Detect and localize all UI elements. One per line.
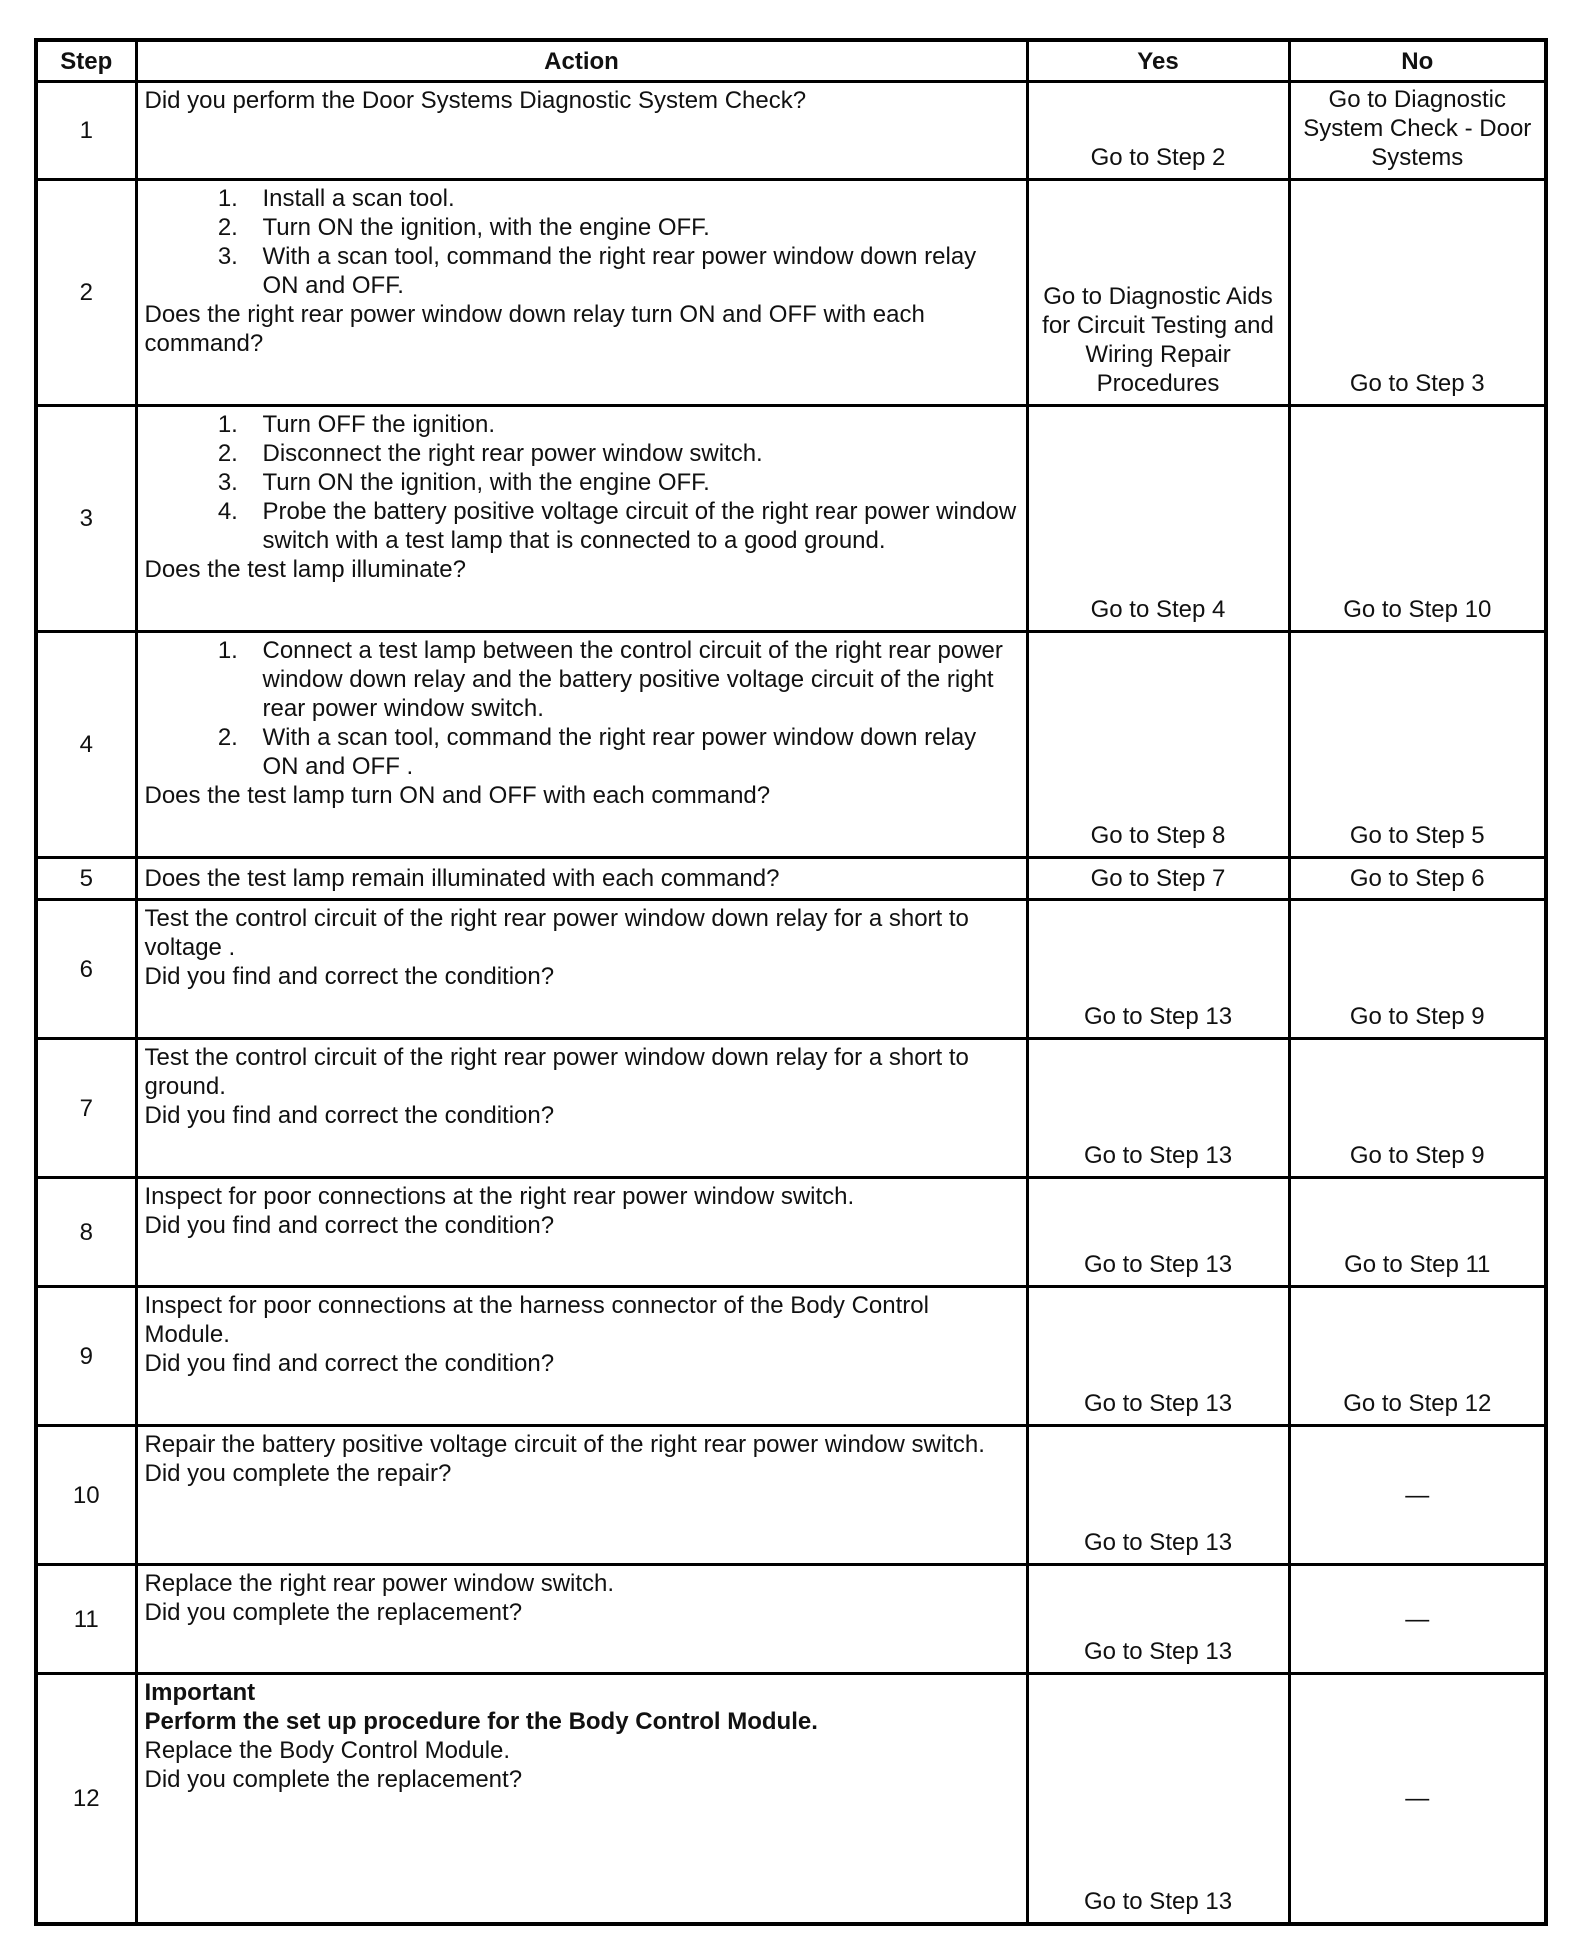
question-text: Did you perform the Door Systems Diagnostic System Check? [144, 87, 807, 114]
step-number: 9 [36, 1287, 136, 1426]
yes-cell: Go to Step 13 [1027, 1426, 1289, 1565]
question-text: Did you find and correct the condition? [144, 1102, 555, 1129]
no-cell: Go to Step 9 [1289, 900, 1546, 1039]
table-row [36, 1565, 1546, 1674]
table-row [36, 858, 1546, 900]
question-text: Did you find and correct the condition? [144, 1212, 555, 1239]
header-step: Step [36, 40, 136, 82]
table-row [36, 900, 1546, 1039]
instruction-item: 1. Install a scan tool. [245, 184, 1018, 213]
action-content [145, 1430, 1018, 1488]
instruction-list [145, 636, 1018, 781]
yes-cell: Go to Step 13 [1027, 900, 1289, 1039]
instruction-item: 2. With a scan tool, command the right rear power window down relay ON and OFF . [245, 723, 1018, 781]
no-cell: Go to Step 12 [1289, 1287, 1546, 1426]
header-yes: Yes [1027, 40, 1289, 82]
yes-cell: Go to Step 13 [1027, 1039, 1289, 1178]
action-cell [136, 1039, 1027, 1178]
step-number: 2 [36, 180, 136, 406]
action-cell [136, 900, 1027, 1039]
instruction-item: 1. Connect a test lamp between the control circuit of the right rear power window down relay and the battery positive voltage circuit of the right rear power window switch. [245, 636, 1018, 723]
action-cell [136, 1178, 1027, 1287]
action-content [145, 1182, 1018, 1240]
action-content [145, 86, 1018, 115]
action-text: Inspect for poor connections at the harness connector of the Body Control Module. [144, 1292, 929, 1348]
no-cell: Go to Step 6 [1289, 858, 1546, 900]
instruction-list [145, 184, 1018, 300]
no-cell: Go to Step 5 [1289, 632, 1546, 858]
action-content [145, 1043, 1018, 1130]
instruction-item: 3. With a scan tool, command the right rear power window down relay ON and OFF. [245, 242, 1018, 300]
instruction-item: 4. Probe the battery positive voltage circuit of the right rear power window switch with a test lamp that is connected to a good ground. [245, 497, 1018, 555]
header-no: No [1289, 40, 1546, 82]
diagnostic-table [34, 38, 1548, 1926]
table-row [36, 1287, 1546, 1426]
table-row [36, 1674, 1546, 1924]
action-content [145, 1569, 1018, 1627]
step-number: 11 [36, 1565, 136, 1674]
action-cell [136, 406, 1027, 632]
action-text: Test the control circuit of the right rear power window down relay for a short to voltage . [144, 905, 969, 961]
yes-cell: Go to Step 13 [1027, 1674, 1289, 1924]
no-cell: — [1289, 1674, 1546, 1924]
yes-cell: Go to Step 13 [1027, 1287, 1289, 1426]
important-text: Perform the set up procedure for the Body Control Module. [144, 1708, 818, 1735]
action-cell [136, 1287, 1027, 1426]
yes-cell: Go to Step 8 [1027, 632, 1289, 858]
instruction-item: 2. Turn ON the ignition, with the engine OFF. [245, 213, 1018, 242]
action-text: Repair the battery positive voltage circuit of the right rear power window switch. [144, 1431, 985, 1458]
important-label: Important [144, 1679, 256, 1706]
no-cell: Go to Step 9 [1289, 1039, 1546, 1178]
question-text: Did you complete the repair? [144, 1460, 452, 1487]
step-number: 12 [36, 1674, 136, 1924]
yes-cell: Go to Step 2 [1027, 82, 1289, 180]
question-text: Did you find and correct the condition? [144, 1350, 555, 1377]
instruction-item: 2. Disconnect the right rear power window switch. [245, 439, 1018, 468]
question-text: Did you complete the replacement? [144, 1766, 523, 1793]
action-cell [136, 858, 1027, 900]
action-text: Replace the Body Control Module. [144, 1737, 511, 1764]
no-cell: — [1289, 1565, 1546, 1674]
table-row [36, 1178, 1546, 1287]
instruction-list [145, 410, 1018, 555]
no-cell: Go to Diagnostic System Check - Door Systems [1289, 82, 1546, 180]
table-row [36, 180, 1546, 406]
action-content [145, 410, 1018, 584]
action-content [145, 184, 1018, 358]
action-cell [136, 1674, 1027, 1924]
question-text: Does the test lamp turn ON and OFF with each command? [144, 782, 771, 809]
no-cell: Go to Step 3 [1289, 180, 1546, 406]
action-content [145, 904, 1018, 991]
question-text: Does the test lamp remain illuminated with each command? [144, 865, 780, 892]
action-cell [136, 632, 1027, 858]
question-text: Does the right rear power window down relay turn ON and OFF with each command? [144, 301, 925, 357]
action-text: Inspect for poor connections at the right rear power window switch. [144, 1183, 855, 1210]
question-text: Did you complete the replacement? [144, 1599, 523, 1626]
instruction-item: 1. Turn OFF the ignition. [245, 410, 1018, 439]
step-number: 4 [36, 632, 136, 858]
table-row [36, 406, 1546, 632]
action-cell [136, 180, 1027, 406]
action-cell [136, 1426, 1027, 1565]
step-number: 10 [36, 1426, 136, 1565]
action-text: Replace the right rear power window switch. [144, 1570, 615, 1597]
action-cell [136, 82, 1027, 180]
table-row [36, 82, 1546, 180]
no-cell: — [1289, 1426, 1546, 1565]
table-row [36, 1039, 1546, 1178]
action-cell [136, 1565, 1027, 1674]
yes-cell: Go to Step 13 [1027, 1178, 1289, 1287]
action-content [145, 1291, 1018, 1378]
question-text: Did you find and correct the condition? [144, 963, 555, 990]
yes-cell: Go to Step 13 [1027, 1565, 1289, 1674]
instruction-item: 3. Turn ON the ignition, with the engine OFF. [245, 468, 1018, 497]
step-number: 7 [36, 1039, 136, 1178]
question-text: Does the test lamp illuminate? [144, 556, 466, 583]
no-cell: Go to Step 11 [1289, 1178, 1546, 1287]
no-cell: Go to Step 10 [1289, 406, 1546, 632]
action-content [145, 1678, 1018, 1794]
step-number: 5 [36, 858, 136, 900]
diagnostic-table-container [34, 38, 1544, 1926]
header-row [36, 40, 1546, 82]
action-text: Test the control circuit of the right rear power window down relay for a short to ground. [144, 1044, 969, 1100]
table-row [36, 1426, 1546, 1565]
header-action: Action [136, 40, 1027, 82]
step-number: 8 [36, 1178, 136, 1287]
step-number: 1 [36, 82, 136, 180]
yes-cell: Go to Step 4 [1027, 406, 1289, 632]
action-content [145, 636, 1018, 810]
yes-cell: Go to Diagnostic Aids for Circuit Testing and Wiring Repair Procedures [1027, 180, 1289, 406]
step-number: 6 [36, 900, 136, 1039]
table-row [36, 632, 1546, 858]
yes-cell: Go to Step 7 [1027, 858, 1289, 900]
step-number: 3 [36, 406, 136, 632]
